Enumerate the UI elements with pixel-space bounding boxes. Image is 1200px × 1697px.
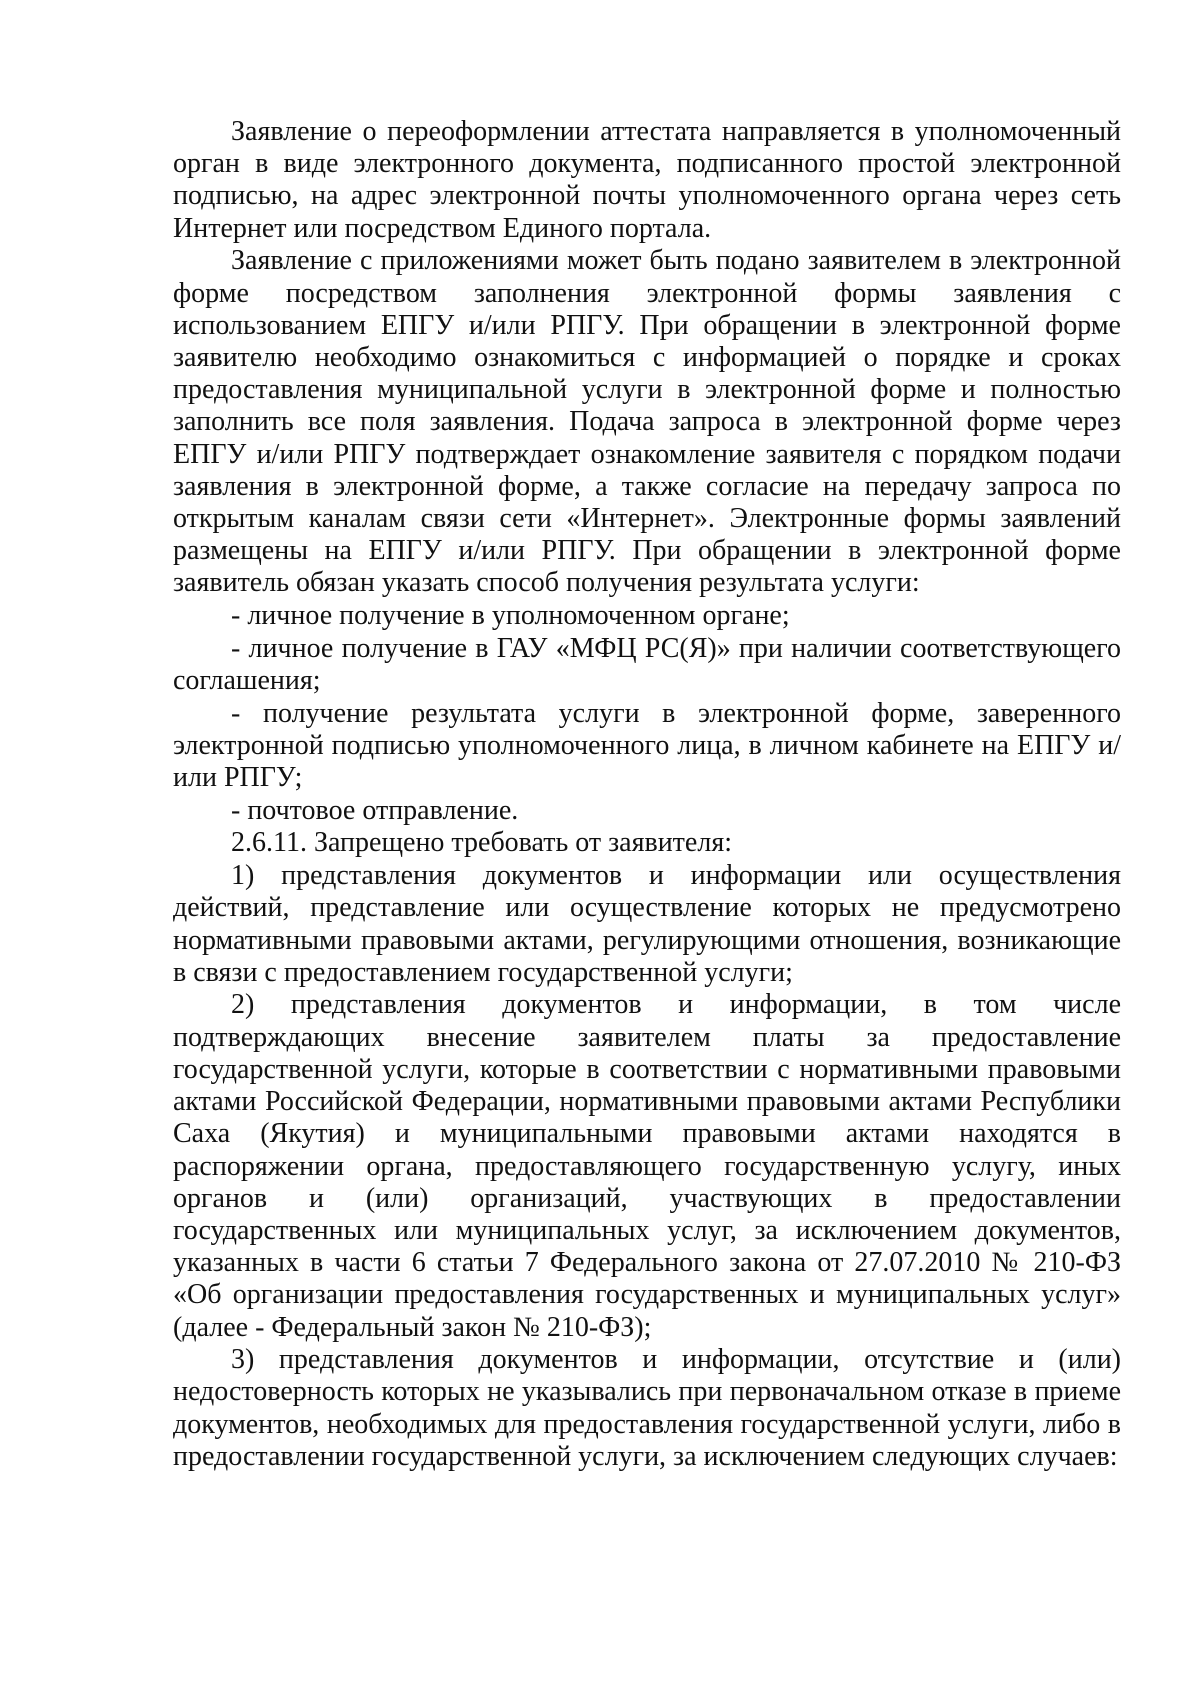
list-item-personal-receipt-authority: - личное получение в уполномоченном органе; [231, 600, 790, 632]
section-heading-2-6-11: 2.6.11. Запрещено требовать от заявителя: [231, 827, 732, 859]
list-item-electronic-result: - получение результата услуги в электронной форме, заверенного электронной подписью уполномоченного лица, в личном кабинете на ЕПГУ и/или РПГУ; [173, 697, 1121, 794]
clause-1: 1) представления документов и информации или осуществления действий, представление или осуществление которых не предусмотрено нормативными правовыми актами, регулирующими отношения, возникающие в связи с предоставлением государственной услуги; [173, 860, 1121, 988]
paragraph-electronic-submission: Заявление с приложениями может быть подано заявителем в электронной форме посредством заполнения электронной формы заявления с использованием ЕПГУ и/или РПГУ. При обращении в электронной форме заявителю необходимо ознакомиться с информацией о порядке и сроках предоставления муниципальной услуги в электронной форме и полностью заполнить все поля заявления. Подача запроса в электронной форме через ЕПГУ и/или РПГУ подтверждает ознакомление заявителя с порядком подачи заявления в электронной форме, а также согласие на передачу запроса по открытым каналам связи сети «Интернет». Электронные формы заявлений размещены на ЕПГУ и/или РПГУ. При обращении в электронной форме заявитель обязан указать способ получения результата услуги: [173, 245, 1121, 599]
paragraph-reissue-application: Заявление о переоформлении аттестата направляется в уполномоченный орган в виде электронного документа, подписанного простой электронной подписью, на адрес электронной почты уполномоченного органа через сеть Интернет или посредством Единого портала. [173, 116, 1121, 244]
document-body [173, 116, 1121, 1474]
clause-3: 3) представления документов и информации, отсутствие и (или) недостоверность которых не указывались при первоначальном отказе в приеме документов, необходимых для предоставления государственной услуги, либо в предоставлении государственной услуги, за исключением следующих случаев: [173, 1344, 1121, 1472]
list-item-postal-delivery: - почтовое отправление. [231, 794, 519, 826]
list-item-personal-receipt-mfc: - личное получение в ГАУ «МФЦ РС(Я)» при наличии соответствующего соглашения; [173, 632, 1121, 696]
clause-2: 2) представления документов и информации, в том числе подтверждающих внесение заявителем платы за предоставление государственной услуги, которые в соответствии с нормативными правовыми актами Российской Федерации, нормативными правовыми актами Республики Саха (Якутия) и муниципальными правовыми актами находятся в распоряжении органа, предоставляющего государственную услугу, иных органов и (или) организаций, участвующих в предоставлении государственных или муниципальных услуг, за исключением документов, указанных в части 6 статьи 7 Федерального закона от 27.07.2010 № 210-ФЗ «Об организации предоставления государственных и муниципальных услуг» (далее - Федеральный закон № 210-ФЗ); [173, 989, 1121, 1343]
